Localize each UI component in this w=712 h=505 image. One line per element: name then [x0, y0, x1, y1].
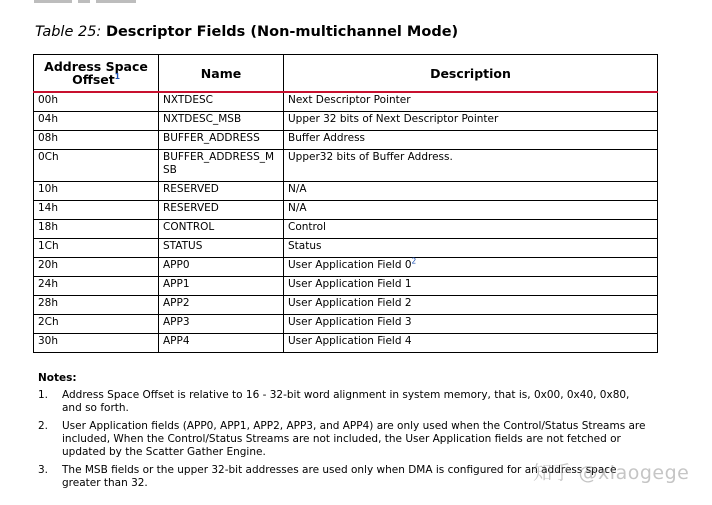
- note-item: [38, 389, 648, 415]
- description-text: Next Descriptor Pointer: [288, 94, 411, 106]
- description-cell: [284, 277, 658, 296]
- offset-cell: 0Ch: [34, 150, 159, 182]
- offset-cell: 18h: [34, 220, 159, 239]
- table-row: [34, 112, 658, 131]
- offset-cell: 00h: [34, 92, 159, 112]
- description-text: User Application Field 0: [288, 259, 412, 271]
- name-cell: RESERVED: [159, 182, 284, 201]
- name-cell: APP4: [159, 334, 284, 353]
- description-cell: [284, 92, 658, 112]
- description-text: Upper32 bits of Buffer Address.: [288, 151, 453, 163]
- table-row: [34, 220, 658, 239]
- notes-heading: Notes:: [38, 372, 77, 384]
- note-item: [38, 420, 648, 459]
- note-text: User Application fields (APP0, APP1, APP2, APP3, and APP4) are only used when the Control/Status Streams are included, When the Control/Status Streams are not included, the User Application fields are not fetched or updated by the Scatter Gather Engine.: [62, 420, 646, 458]
- table-title: Descriptor Fields (Non-multichannel Mode): [105, 24, 459, 40]
- note-number: 2.: [38, 420, 49, 432]
- watermark: 知乎 @xiaogege: [533, 462, 690, 484]
- description-cell: [284, 296, 658, 315]
- table-row: [34, 334, 658, 353]
- name-cell: STATUS: [159, 239, 284, 258]
- table-row: [34, 182, 658, 201]
- description-text: N/A: [288, 202, 307, 214]
- description-text: User Application Field 1: [288, 278, 412, 290]
- table-row: [34, 277, 658, 296]
- description-cell: [284, 334, 658, 353]
- description-cell: [284, 201, 658, 220]
- name-cell: APP1: [159, 277, 284, 296]
- description-cell: [284, 150, 658, 182]
- description-text: Control: [288, 221, 326, 233]
- descriptor-fields-table: [33, 54, 658, 353]
- table-row: [34, 131, 658, 150]
- offset-cell: 04h: [34, 112, 159, 131]
- note-text: The MSB fields or the upper 32-bit addresses are used only when DMA is configured for an address space greater than 32.: [62, 464, 617, 489]
- description-text: User Application Field 2: [288, 297, 412, 309]
- name-cell: RESERVED: [159, 201, 284, 220]
- footnote-ref-2[interactable]: 2: [411, 256, 417, 266]
- description-cell: [284, 315, 658, 334]
- footnote-ref-1[interactable]: 1: [114, 71, 120, 81]
- header-offset: [34, 55, 159, 93]
- header-offset-label: Address Space Offset: [44, 59, 148, 87]
- name-cell: APP2: [159, 296, 284, 315]
- name-cell: APP3: [159, 315, 284, 334]
- offset-cell: 10h: [34, 182, 159, 201]
- table-caption: [35, 22, 458, 42]
- table-row: [34, 296, 658, 315]
- description-cell: [284, 220, 658, 239]
- name-cell: NXTDESC_MSB: [159, 112, 284, 131]
- header-name: Name: [159, 55, 284, 93]
- name-cell: NXTDESC: [159, 92, 284, 112]
- description-text: Buffer Address: [288, 132, 366, 144]
- table-row: [34, 258, 658, 277]
- offset-cell: 1Ch: [34, 239, 159, 258]
- description-cell: [284, 258, 658, 277]
- description-cell: [284, 131, 658, 150]
- note-number: 1.: [38, 389, 49, 401]
- name-cell: BUFFER_ADDRESS_MSB: [159, 150, 284, 182]
- table-header-row: [34, 55, 658, 93]
- offset-cell: 30h: [34, 334, 159, 353]
- name-cell: CONTROL: [159, 220, 284, 239]
- table-row: [34, 239, 658, 258]
- cropped-previous-line: [34, 0, 154, 4]
- description-cell: [284, 182, 658, 201]
- offset-cell: 28h: [34, 296, 159, 315]
- note-number: 3.: [38, 464, 49, 476]
- description-cell: [284, 239, 658, 258]
- offset-cell: 14h: [34, 201, 159, 220]
- description-text: N/A: [288, 183, 307, 195]
- description-text: User Application Field 4: [288, 335, 412, 347]
- offset-cell: 20h: [34, 258, 159, 277]
- description-text: Upper 32 bits of Next Descriptor Pointer: [288, 113, 499, 125]
- table-number: Table 25:: [35, 24, 102, 40]
- name-cell: APP0: [159, 258, 284, 277]
- description-text: User Application Field 3: [288, 316, 412, 328]
- table-row: [34, 201, 658, 220]
- table-row: [34, 92, 658, 112]
- offset-cell: 08h: [34, 131, 159, 150]
- description-cell: [284, 112, 658, 131]
- offset-cell: 2Ch: [34, 315, 159, 334]
- header-description: Description: [284, 55, 658, 93]
- name-cell: BUFFER_ADDRESS: [159, 131, 284, 150]
- note-text: Address Space Offset is relative to 16 - 32-bit word alignment in system memory, that is, 0x00, 0x40, 0x80, and so forth.: [62, 389, 630, 414]
- table-row: [34, 315, 658, 334]
- offset-cell: 24h: [34, 277, 159, 296]
- table-row: [34, 150, 658, 182]
- description-text: Status: [288, 240, 322, 252]
